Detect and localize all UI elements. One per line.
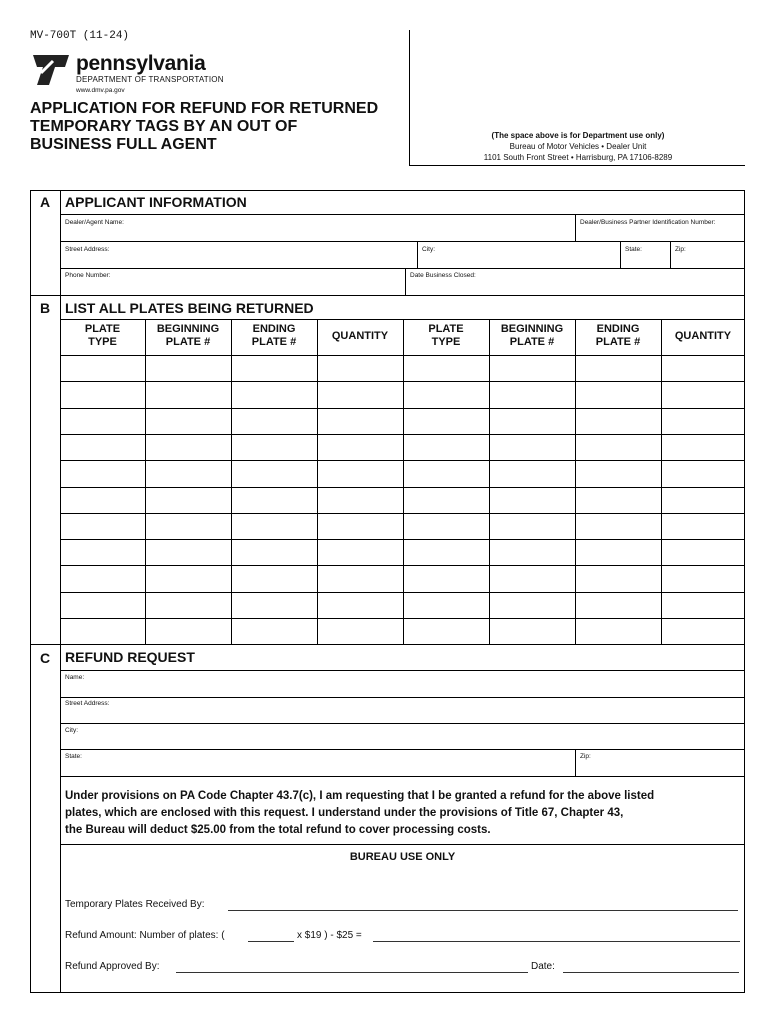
table-cell[interactable] [232,461,316,485]
rule [60,723,745,724]
table-cell[interactable] [318,566,402,590]
table-cell[interactable] [404,566,488,590]
table-cell[interactable] [404,356,488,380]
table-cell[interactable] [232,619,316,643]
table-cell[interactable] [404,593,488,617]
table-cell[interactable] [576,593,660,617]
table-cell[interactable] [232,435,316,459]
table-cell[interactable] [404,619,488,643]
table-cell[interactable] [662,356,744,380]
received-by-line[interactable] [228,910,738,911]
table-cell[interactable] [146,593,230,617]
form-id: MV-700T (11-24) [30,30,130,42]
table-cell[interactable] [404,435,488,459]
column-header: QUANTITY [331,330,389,342]
form-title [30,100,378,154]
table-cell[interactable] [232,514,316,538]
approved-by-label: Refund Approved By: [65,961,160,972]
column-header: ENDING PLATE # [595,323,641,348]
table-cell[interactable] [61,488,144,512]
table-cell[interactable] [232,488,316,512]
statement-line: the Bureau will deduct $25.00 from the total refund to cover processing costs. [65,824,491,836]
table-cell[interactable] [576,356,660,380]
table-cell[interactable] [318,619,402,643]
section-c-letter: C [39,650,51,666]
column-header: PLATE TYPE [84,323,121,348]
date-closed-label: Date Business Closed: [410,272,476,279]
table-cell[interactable] [61,409,144,433]
table-cell[interactable] [404,461,488,485]
received-by-label: Temporary Plates Received By: [65,899,205,910]
refund-amount-prefix: Refund Amount: Number of plates: ( [65,930,225,941]
table-cell[interactable] [61,514,144,538]
rule [575,214,576,241]
rule [670,241,671,268]
city-label: City: [422,246,435,253]
table-cell[interactable] [490,382,574,406]
column-header: BEGINNING PLATE # [156,323,220,348]
column-header: ENDING PLATE # [251,323,297,348]
plate-count-line[interactable] [248,941,294,942]
statement-line: Under provisions on PA Code Chapter 43.7(c), I am requesting that I be granted a refund for the above listed [65,790,655,802]
table-cell[interactable] [318,356,402,380]
table-cell[interactable] [61,566,144,590]
table-cell[interactable] [662,435,744,459]
section-c-title: REFUND REQUEST [65,649,195,665]
refund-zip-label: Zip: [580,753,591,760]
table-cell[interactable] [232,540,316,564]
table-cell[interactable] [662,461,744,485]
title-line: BUSINESS FULL AGENT [30,136,217,153]
department-use-block [410,130,746,163]
table-cell[interactable] [490,488,574,512]
table-cell[interactable] [404,540,488,564]
table-cell[interactable] [318,540,402,564]
table-cell[interactable] [576,540,660,564]
bureau-line: Bureau of Motor Vehicles • Dealer Unit [509,142,647,151]
table-cell[interactable] [61,382,144,406]
dept-use-note: (The space above is for Department use only) [491,131,665,140]
table-cell[interactable] [318,382,402,406]
table-cell[interactable] [146,514,230,538]
address-line: 1101 South Front Street • Harrisburg, PA 17106-8289 [483,153,673,162]
column-header: BEGINNING PLATE # [500,323,564,348]
table-cell[interactable] [232,382,316,406]
table-cell[interactable] [490,593,574,617]
table-cell[interactable] [146,566,230,590]
rule [30,295,745,296]
table-cell[interactable] [232,409,316,433]
rule [60,776,745,777]
table-cell[interactable] [490,514,574,538]
rule [620,241,621,268]
rule [575,749,576,776]
date-line[interactable] [563,972,739,973]
dealer-id-label: Dealer/Business Partner Identification Number: [580,219,716,226]
title-line: APPLICATION FOR REFUND FOR RETURNED [30,100,379,117]
table-cell[interactable] [318,461,402,485]
rule [60,844,745,845]
table-cell[interactable] [61,356,144,380]
table-cell[interactable] [146,382,230,406]
table-cell[interactable] [662,382,744,406]
keystone-logo-icon [31,53,71,87]
rule [60,268,745,269]
rule [405,268,406,295]
table-cell[interactable] [146,435,230,459]
header-divider-horizontal [409,165,745,166]
rule [417,241,418,268]
table-cell[interactable] [490,540,574,564]
table-cell[interactable] [232,356,316,380]
table-cell[interactable] [576,514,660,538]
table-cell[interactable] [61,461,144,485]
refund-street-label: Street Address: [65,700,110,707]
refund-amount-line[interactable] [373,941,740,942]
table-cell[interactable] [146,619,230,643]
table-cell[interactable] [146,356,230,380]
rule [60,241,745,242]
table-cell[interactable] [490,619,574,643]
table-cell[interactable] [490,566,574,590]
zip-label: Zip: [675,246,686,253]
table-cell[interactable] [662,514,744,538]
table-cell[interactable] [318,409,402,433]
table-cell[interactable] [490,409,574,433]
table-cell[interactable] [576,461,660,485]
table-cell[interactable] [61,435,144,459]
table-cell[interactable] [404,409,488,433]
table-cell[interactable] [232,593,316,617]
approved-by-line[interactable] [176,972,528,973]
table-cell[interactable] [490,356,574,380]
section-a-letter: A [39,194,51,210]
column-header: QUANTITY [674,330,732,342]
table-cell[interactable] [146,488,230,512]
table-cell[interactable] [318,514,402,538]
table-cell[interactable] [318,488,402,512]
table-cell[interactable] [404,382,488,406]
department-name: DEPARTMENT OF TRANSPORTATION [76,75,224,84]
column-header: PLATE TYPE [428,323,464,348]
rule [60,670,745,671]
section-b-title: LIST ALL PLATES BEING RETURNED [65,300,314,316]
table-cell[interactable] [404,488,488,512]
table-cell[interactable] [576,435,660,459]
brand-name: pennsylvania [76,52,206,75]
table-cell[interactable] [232,566,316,590]
table-cell[interactable] [576,619,660,643]
statement-line: plates, which are enclosed with this request. I understand under the provisions of Title 67, Chapter 43, [65,807,624,819]
phone-label: Phone Number: [65,272,111,279]
rule [60,697,745,698]
table-cell[interactable] [61,619,144,643]
street-label: Street Address: [65,246,110,253]
table-cell[interactable] [662,409,744,433]
table-cell[interactable] [490,461,574,485]
website: www.dmv.pa.gov [76,87,125,94]
rule [60,214,745,215]
table-cell[interactable] [318,593,402,617]
table-cell[interactable] [576,566,660,590]
refund-amount-mid: x $19 ) - $25 = [297,930,362,941]
table-cell[interactable] [61,540,144,564]
refund-city-label: City: [65,727,78,734]
table-cell[interactable] [662,566,744,590]
section-a-title: APPLICANT INFORMATION [65,194,247,210]
table-cell[interactable] [61,593,144,617]
table-cell[interactable] [490,435,574,459]
table-cell[interactable] [318,435,402,459]
bureau-use-title: BUREAU USE ONLY [349,851,456,863]
state-label: State: [625,246,642,253]
table-cell[interactable] [662,593,744,617]
rule [60,749,745,750]
table-cell[interactable] [146,409,230,433]
title-line: TEMPORARY TAGS BY AN OUT OF [30,118,298,135]
table-cell[interactable] [662,619,744,643]
section-b-letter: B [39,300,51,316]
refund-statement [65,788,735,839]
table-cell[interactable] [576,488,660,512]
table-cell[interactable] [404,514,488,538]
dealer-name-label: Dealer/Agent Name: [65,219,124,226]
table-cell[interactable] [662,540,744,564]
table-cell[interactable] [662,488,744,512]
date-label: Date: [531,961,555,972]
table-cell[interactable] [146,461,230,485]
table-cell[interactable] [146,540,230,564]
table-cell[interactable] [576,382,660,406]
table-cell[interactable] [576,409,660,433]
refund-state-label: State: [65,753,82,760]
rule [30,644,745,645]
refund-name-label: Name: [65,674,85,681]
